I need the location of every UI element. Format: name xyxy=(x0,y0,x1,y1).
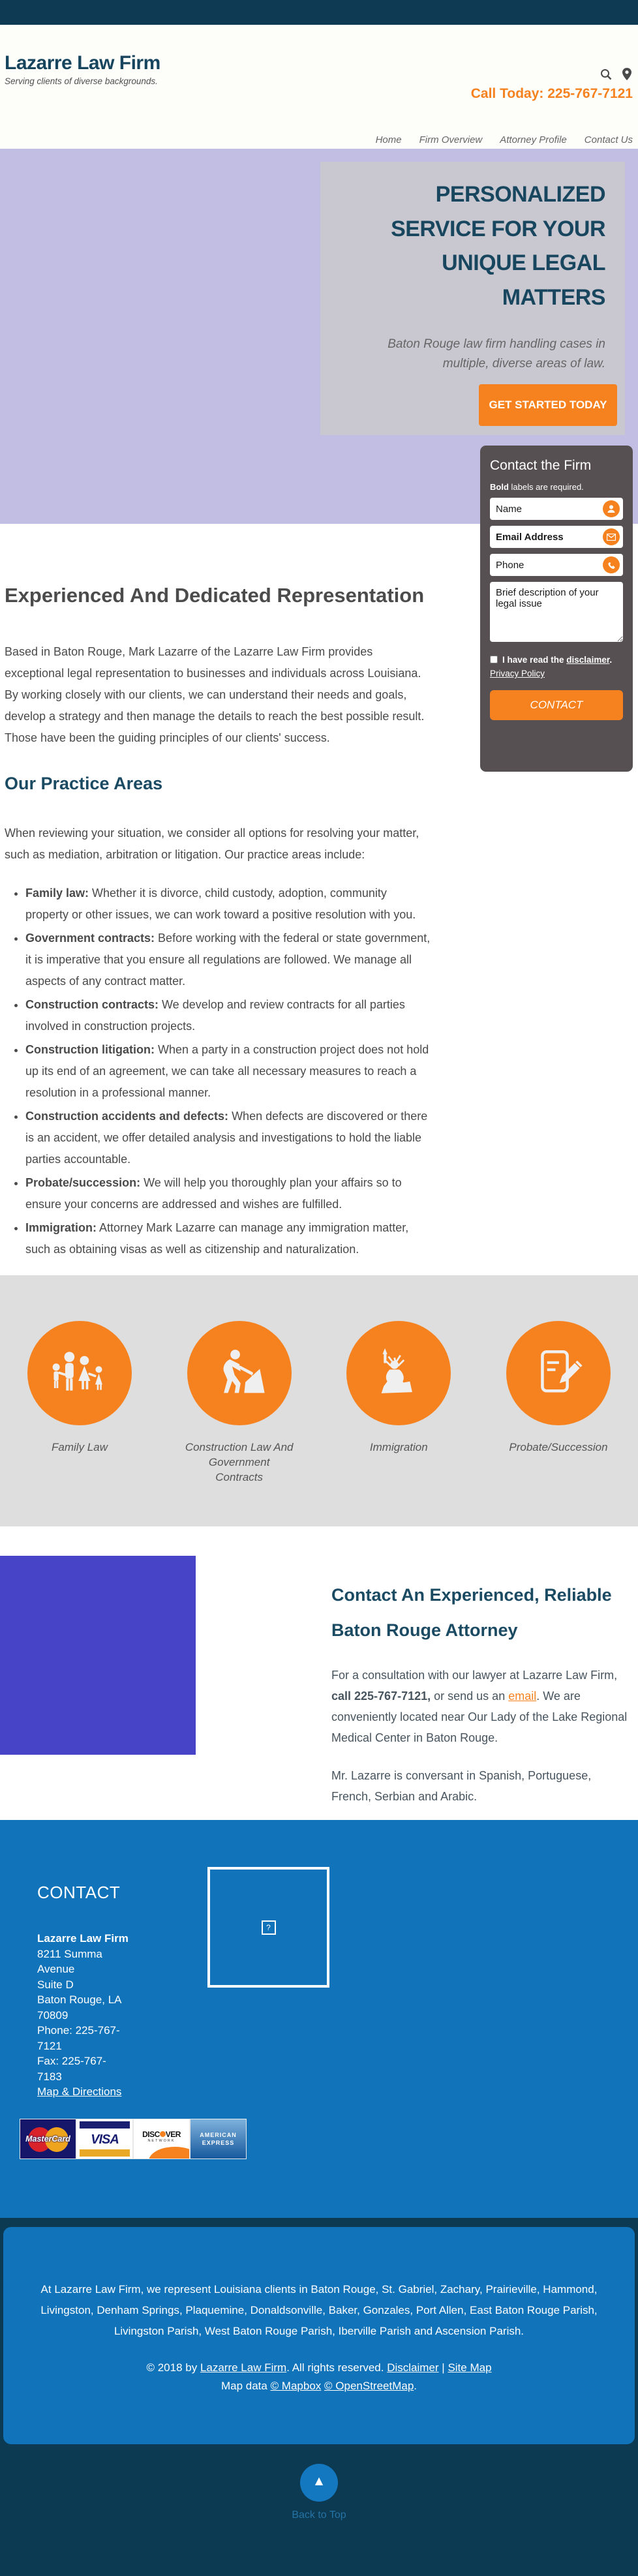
map-credit-text: Map data xyxy=(220,2380,271,2392)
search-icon[interactable] xyxy=(600,68,612,80)
back-to-top-button[interactable] xyxy=(300,2464,338,2502)
list-desc: When defects are discovered or there is an accident, we offer detailed analysis and investigations to hold the liable parties accountable. xyxy=(25,1110,428,1166)
phone-icon xyxy=(603,556,620,573)
list-item xyxy=(25,928,432,992)
hero-panel xyxy=(320,162,625,435)
mapbox-link[interactable]: © Mapbox xyxy=(270,2380,322,2392)
service-area-paragraph: At Lazarre Law Firm, we represent Louisiana clients in Baton Rouge, St. Gabriel, Zachary, Prairieville, Hammond, Livingston, Denham Springs, Plaquemine, Donaldsonville, Baker, Gonzales, Port Allen, East Baton Rouge Parish, Livingston Parish, West Baton Rouge Parish, Iberville Parish and Ascension Parish. xyxy=(40,2283,598,2337)
contact-form xyxy=(480,446,633,772)
get-started-button[interactable]: GET STARTED TODAY xyxy=(479,384,617,426)
disclaimer-pre: I have read the xyxy=(502,655,567,665)
family-icon[interactable] xyxy=(27,1321,132,1425)
back-to-top xyxy=(0,2464,638,2521)
disclaimer-footer-link[interactable]: Disclaimer xyxy=(387,2361,439,2374)
languages-paragraph: Mr. Lazarre is conversant in Spanish, Portuguese, French, Serbian and Arabic. xyxy=(331,1769,592,1803)
list-term: Probate/succession: xyxy=(25,1176,141,1189)
name-field-wrap xyxy=(490,498,623,520)
copyright-text: | xyxy=(438,2361,448,2374)
practice-areas-heading: Our Practice Areas xyxy=(5,774,163,793)
practice-item-immigration xyxy=(337,1321,460,1526)
copyright-text: . All rights reserved. xyxy=(286,2361,387,2374)
nav-home[interactable]: Home xyxy=(375,134,402,145)
discover-label: VER xyxy=(165,2130,181,2139)
amex-label: AMERICAN xyxy=(200,2132,237,2138)
list-desc: We develop and review contracts for all parties involved in construction projects. xyxy=(25,998,405,1033)
payment-cards xyxy=(20,2119,247,2159)
list-desc: Attorney Mark Lazarre can manage any immigration matter, such as obtaining visas as well as citizenship and naturalization. xyxy=(25,1221,409,1256)
intro-paragraph: Based in Baton Rouge, Mark Lazarre of the Lazarre Law Firm provides exceptional legal representation to businesses and individuals across Louisiana. By working closely with our clients, we can understand their needs and goals, develop a strategy and then manage the details to reach the best possible result. Those have been the guiding principles of our clients' success. xyxy=(5,645,425,744)
list-term: Family law: xyxy=(25,886,89,900)
practice-list xyxy=(5,883,432,1260)
disclaimer-post: . xyxy=(609,655,613,665)
main-nav xyxy=(376,134,633,145)
practice-label: Immigration xyxy=(369,1441,428,1453)
list-item xyxy=(25,1039,432,1104)
attorney-cta-section xyxy=(0,1526,638,1820)
mastercard-label: MasterCard xyxy=(25,2134,70,2144)
discover-logo-icon xyxy=(133,2119,190,2159)
practice-item-construction xyxy=(178,1321,301,1526)
footer xyxy=(0,1820,638,2218)
list-term: Government contracts: xyxy=(25,932,155,945)
map-credit-line xyxy=(3,2380,635,2393)
list-item xyxy=(25,1172,432,1215)
list-item xyxy=(25,1217,432,1260)
mastercard-logo-icon xyxy=(20,2119,76,2159)
list-term: Construction contracts: xyxy=(25,998,159,1011)
list-term: Construction accidents and defects: xyxy=(25,1110,229,1123)
footer-firm-name: Lazarre Law Firm xyxy=(37,1932,129,1945)
cta-text: or send us an xyxy=(431,1690,509,1703)
person-icon xyxy=(603,500,620,517)
top-bar xyxy=(0,0,638,25)
practice-item-family-law xyxy=(18,1321,141,1526)
list-term: Construction litigation: xyxy=(25,1043,155,1056)
attorney-cta-heading: Contact An Experienced, Reliable Baton Rouge Attorney xyxy=(331,1585,612,1640)
privacy-policy-link[interactable]: Privacy Policy xyxy=(490,669,545,678)
map-directions-link[interactable]: Map & Directions xyxy=(37,2085,122,2098)
footer-address xyxy=(37,1931,130,2100)
openstreetmap-link[interactable]: © OpenStreetMap xyxy=(324,2380,414,2392)
discover-label: DISC xyxy=(142,2130,160,2139)
required-note xyxy=(490,482,623,492)
list-item xyxy=(25,1106,432,1170)
practice-icons-strip xyxy=(0,1275,638,1526)
page-title: Experienced And Dedicated Representation xyxy=(5,584,425,607)
footer-phone: Phone: 225-767-7121 xyxy=(37,2024,120,2052)
footer-contact-heading: CONTACT xyxy=(37,1883,121,1902)
practice-label: Probate/Succession xyxy=(509,1441,608,1453)
cta-text: . We are conveniently located near Our Lady of the Lake Regional Medical Center in Baton Rouge. xyxy=(331,1690,628,1744)
practice-intro-paragraph: When reviewing your situation, we consider all options for resolving your matter, such as mediation, arbitration or litigation. Our practice areas include: xyxy=(5,826,419,861)
nav-attorney-profile[interactable]: Attorney Profile xyxy=(500,134,567,145)
list-term: Immigration: xyxy=(25,1221,97,1234)
disclaimer-row xyxy=(490,653,623,680)
email-field-wrap xyxy=(490,526,623,548)
legal-issue-textarea[interactable] xyxy=(490,582,623,642)
site-tagline: Serving clients of diverse backgrounds. xyxy=(5,76,158,86)
footer-fax: Fax: 225-767-7183 xyxy=(37,2055,106,2083)
list-desc: Before working with the federal or state government, it is imperative that you ensure all regulations are followed. We manage all aspects of any contract matter. xyxy=(25,932,431,988)
hero-subheading: Baton Rouge law firm handling cases in multiple, diverse areas of law. xyxy=(387,337,605,371)
site-header xyxy=(0,25,638,149)
amex-label: EXPRESS xyxy=(202,2140,235,2146)
nav-contact-us[interactable]: Contact Us xyxy=(584,134,633,145)
footer-address-line: Suite D xyxy=(37,1978,74,1991)
sitemap-link[interactable]: Site Map xyxy=(448,2361,492,2374)
visa-logo-icon xyxy=(76,2119,133,2159)
visa-label: VISA xyxy=(91,2132,119,2147)
required-note-bold: Bold xyxy=(490,482,509,492)
nav-firm-overview[interactable]: Firm Overview xyxy=(419,134,483,145)
list-desc: Whether it is divorce, child custody, adoption, community property or other issues, we can work toward a positive resolution with you. xyxy=(25,886,416,921)
broken-image-icon: ? xyxy=(262,1920,276,1935)
phone-field-wrap xyxy=(490,554,623,576)
email-link[interactable]: email xyxy=(508,1690,537,1703)
copyright-text: © 2018 by xyxy=(146,2361,200,2374)
discover-sublabel: NETWORK xyxy=(147,2139,175,2143)
service-area-box xyxy=(3,2227,635,2444)
location-pin-icon[interactable] xyxy=(622,68,631,80)
copyright-line xyxy=(3,2361,635,2374)
footer-address-line: 8211 Summa Avenue xyxy=(37,1947,102,1975)
disclaimer-checkbox[interactable] xyxy=(490,656,498,663)
copyright-firm-link[interactable]: Lazarre Law Firm xyxy=(200,2361,287,2374)
message-field-wrap xyxy=(490,582,623,645)
bottom-section xyxy=(0,2218,638,2576)
back-to-top-label[interactable]: Back to Top xyxy=(292,2509,346,2521)
discover-o-icon xyxy=(160,2131,166,2137)
envelope-icon xyxy=(603,528,620,545)
hero-heading: PERSONALIZED SERVICE FOR YOUR UNIQUE LEGAL MATTERS xyxy=(391,182,605,311)
practice-label: Construction Law And Government Contracts xyxy=(185,1441,294,1483)
document-pencil-icon[interactable] xyxy=(506,1321,611,1425)
contact-form-title: Contact the Firm xyxy=(490,458,592,473)
attorney-cta-paragraph xyxy=(331,1665,628,1748)
practice-label: Family Law xyxy=(52,1441,108,1453)
cta-text: For a consultation with our lawyer at Lazarre Law Firm, xyxy=(331,1669,618,1682)
list-desc: We will help you thoroughly plan your affairs so to ensure your concerns are addressed and wishes are fulfilled. xyxy=(25,1176,402,1211)
contact-submit-button[interactable]: CONTACT xyxy=(490,690,623,720)
statue-of-liberty-icon[interactable] xyxy=(346,1321,451,1425)
footer-address-line: Baton Rouge, LA 70809 xyxy=(37,1993,121,2022)
construction-worker-icon[interactable] xyxy=(187,1321,292,1425)
call-today-phone[interactable]: Call Today: 225-767-7121 xyxy=(470,86,633,101)
amex-logo-icon xyxy=(190,2119,247,2159)
footer-map-embed xyxy=(207,1867,329,1988)
list-item xyxy=(25,883,432,926)
list-item xyxy=(25,994,432,1037)
practice-item-probate xyxy=(497,1321,620,1526)
attorney-photo xyxy=(0,1556,196,1755)
header-icons xyxy=(600,68,631,80)
logo xyxy=(5,52,160,86)
disclaimer-link[interactable]: disclaimer xyxy=(566,655,610,665)
map-credit-text: . xyxy=(414,2380,418,2392)
site-title: Lazarre Law Firm xyxy=(5,52,160,74)
required-note-rest: labels are required. xyxy=(508,482,584,492)
cta-phone-bold: call 225-767-7121, xyxy=(331,1690,431,1703)
list-desc: When a party in a construction project does not hold up its end of an agreement, we can take all necessary measures to reach a resolution in a professional manner. xyxy=(25,1043,429,1099)
arrow-up-icon: ▲ xyxy=(312,2474,326,2489)
